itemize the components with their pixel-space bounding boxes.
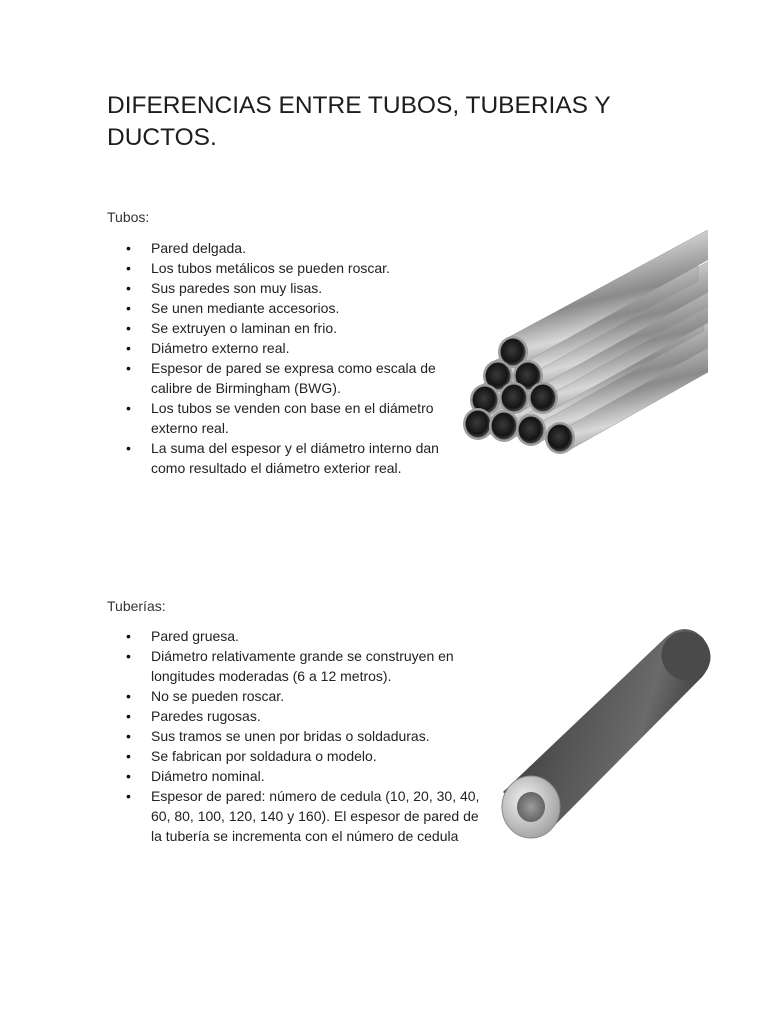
tube-opening (531, 385, 556, 412)
tube-opening (501, 339, 526, 366)
list-item: • No se pueden roscar. (107, 686, 485, 706)
tubos-list (107, 238, 447, 478)
list-item: • Pared gruesa. (107, 626, 485, 646)
steel-tubes-image (458, 230, 708, 480)
tubos-heading: Tubos: (107, 209, 150, 225)
list-item: • Pared delgada. (107, 238, 447, 258)
list-item: • Espesor de pared: número de cedula (10, 20, 30, 40, 60, 80, 100, 120, 140 y 160). El espesor de pared de la tubería se incrementa con el número de cedula (107, 786, 485, 846)
tube-opening (502, 385, 527, 412)
list-item: • Sus tramos se unen por bridas o soldaduras. (107, 726, 485, 746)
tuberias-list (107, 626, 485, 846)
list-item: • Se unen mediante accesorios. (107, 298, 447, 318)
list-item: • La suma del espesor y el diámetro interno dan como resultado el diámetro exterior real. (107, 438, 447, 478)
list-item: • Sus paredes son muy lisas. (107, 278, 447, 298)
list-item: • Diámetro nominal. (107, 766, 485, 786)
list-item: • Los tubos metálicos se pueden roscar. (107, 258, 447, 278)
list-item: • Se fabrican por soldadura o modelo. (107, 746, 485, 766)
tube-opening (466, 411, 491, 438)
list-item: • Se extruyen o laminan en frio. (107, 318, 447, 338)
list-item: • Diámetro externo real. (107, 338, 447, 358)
document-title: DIFERENCIAS ENTRE TUBOS, TUBERIAS Y DUCTOS. (107, 92, 611, 151)
list-item: • Paredes rugosas. (107, 706, 485, 726)
list-item: • Diámetro relativamente grande se construyen en longitudes moderadas (6 a 12 metros). (107, 646, 485, 686)
list-item: • Los tubos se venden con base en el diámetro externo real. (107, 398, 447, 438)
tube-opening (492, 413, 517, 440)
tube-opening (548, 425, 573, 452)
thick-pipe-image (500, 622, 715, 844)
tuberias-heading: Tuberías: (107, 598, 166, 614)
list-item: • Espesor de pared se expresa como escala de calibre de Birmingham (BWG). (107, 358, 447, 398)
tube-opening (519, 417, 544, 444)
